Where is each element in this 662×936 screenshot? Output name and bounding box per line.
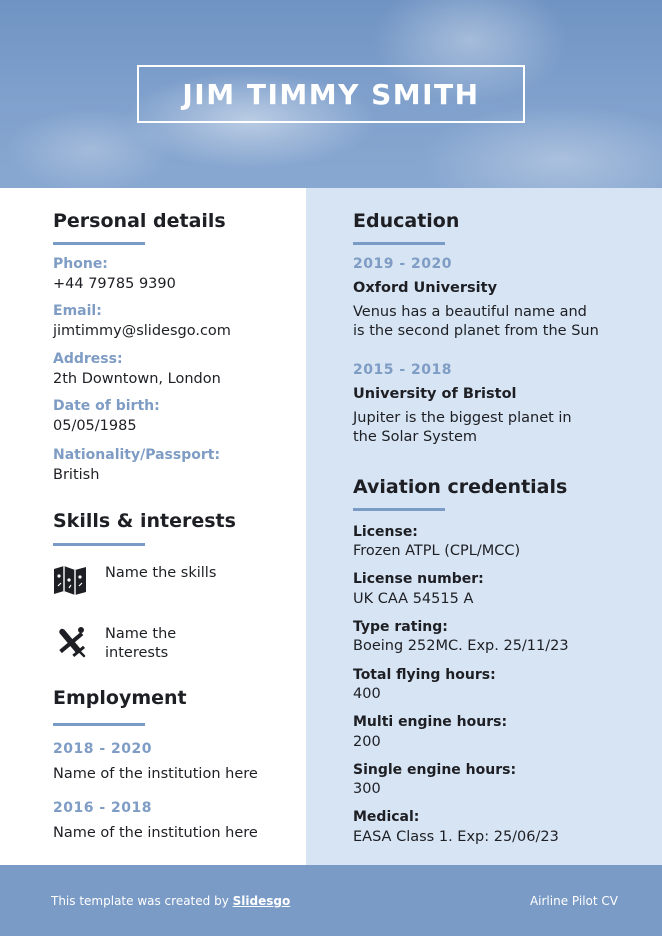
employment-years: 2016 - 2018	[53, 800, 152, 816]
credential-value: EASA Class 1. Exp: 25/06/23	[353, 829, 559, 845]
address-label: Address:	[53, 351, 123, 367]
right-column	[306, 188, 662, 865]
credential-value: Frozen ATPL (CPL/MCC)	[353, 543, 521, 559]
footer-credit-text: This template was created by	[51, 894, 233, 908]
phone-label: Phone:	[53, 256, 108, 272]
birth-date-value: 05/05/1985	[53, 418, 137, 434]
credential-value: 400	[353, 686, 381, 702]
employment-divider	[53, 723, 145, 726]
map-icon	[53, 564, 87, 598]
candidate-name: JIM TIMMY SMITH	[182, 77, 480, 111]
interest-item-line1: Name the	[105, 626, 177, 642]
aviation-divider	[353, 508, 445, 511]
education-description-line2: the Solar System	[353, 429, 478, 445]
plane-icon	[53, 624, 87, 658]
personal-details-heading: Personal details	[53, 210, 226, 232]
credential-value: UK CAA 54515 A	[353, 591, 474, 607]
skills-heading: Skills & interests	[53, 510, 236, 532]
employment-place: Name of the institution here	[53, 766, 258, 782]
credential-label: Type rating:	[353, 619, 448, 635]
credential-label: Multi engine hours:	[353, 714, 508, 730]
education-description-line2: is the second planet from the Sun	[353, 323, 599, 339]
email-label: Email:	[53, 303, 102, 319]
credential-value: Boeing 252MC. Exp. 25/11/23	[353, 638, 569, 654]
aviation-heading: Aviation credentials	[353, 476, 568, 498]
education-divider	[353, 242, 445, 245]
footer	[0, 865, 662, 936]
education-years: 2015 - 2018	[353, 362, 452, 378]
phone-value: +44 79785 9390	[53, 276, 176, 292]
birth-date-label: Date of birth:	[53, 398, 160, 414]
slidesgo-link[interactable]: Slidesgo	[232, 894, 291, 908]
credential-label: License number:	[353, 571, 484, 587]
education-description-line1: Jupiter is the biggest planet in	[353, 410, 572, 426]
name-frame	[137, 65, 525, 123]
credential-label: Total flying hours:	[353, 667, 496, 683]
education-heading: Education	[353, 210, 460, 232]
credential-label: Single engine hours:	[353, 762, 517, 778]
footer-credit	[51, 894, 290, 908]
nationality-label: Nationality/Passport:	[53, 447, 221, 463]
personal-details-divider	[53, 242, 145, 245]
credential-label: License:	[353, 524, 418, 540]
header-banner	[0, 0, 662, 188]
footer-document-type: Airline Pilot CV	[529, 894, 618, 908]
email-value: jimtimmy@slidesgo.com	[53, 323, 231, 339]
nationality-value: British	[53, 467, 100, 483]
credential-label: Medical:	[353, 809, 420, 825]
employment-heading: Employment	[53, 687, 187, 709]
skills-divider	[53, 543, 145, 546]
education-school: Oxford University	[353, 280, 498, 296]
employment-years: 2018 - 2020	[53, 741, 152, 757]
education-description-line1: Venus has a beautiful name and	[353, 304, 587, 320]
skill-item-text: Name the skills	[105, 565, 217, 581]
interest-item-line2: interests	[105, 645, 169, 661]
credential-value: 200	[353, 734, 381, 750]
left-column	[0, 188, 306, 865]
education-school: University of Bristol	[353, 386, 517, 402]
credential-value: 300	[353, 781, 381, 797]
education-years: 2019 - 2020	[353, 256, 452, 272]
employment-place: Name of the institution here	[53, 825, 258, 841]
address-value: 2th Downtown, London	[53, 371, 221, 387]
